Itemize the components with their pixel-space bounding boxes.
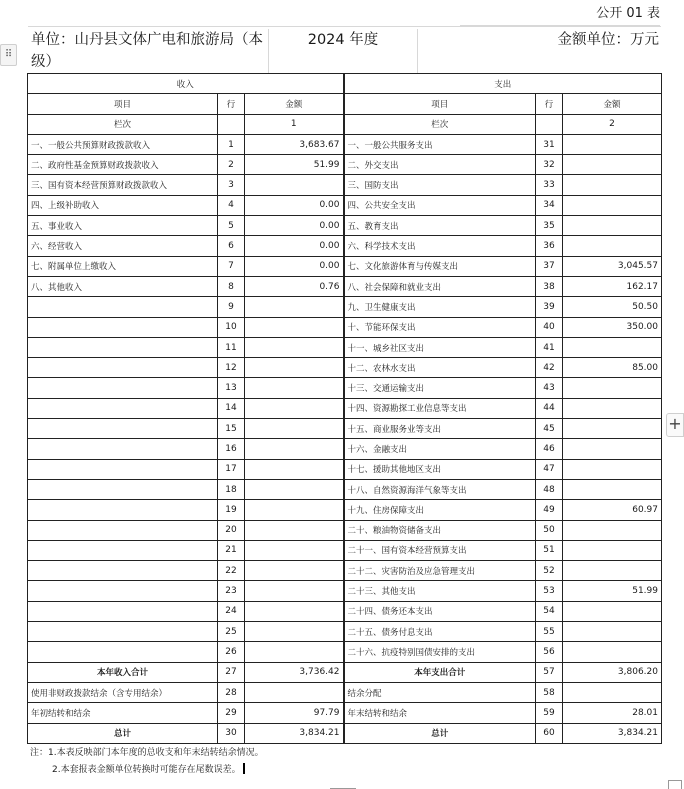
income-item: 二、政府性基金预算财政拨款收入 — [28, 155, 218, 175]
table-row — [28, 500, 662, 520]
income-item — [28, 520, 218, 540]
income-amount: 0.00 — [245, 236, 344, 256]
expense-row-no: 38 — [536, 276, 563, 296]
expense-amount — [563, 540, 662, 560]
table-drag-handle-icon[interactable]: ⠿ — [0, 44, 17, 66]
income-item — [28, 622, 218, 642]
income-item — [28, 297, 218, 317]
footnote-2 — [30, 762, 650, 779]
expense-amount — [563, 378, 662, 398]
table-row — [28, 236, 662, 256]
report-year: 2024 年度 — [268, 29, 418, 73]
income-row-no: 4 — [218, 195, 245, 215]
income-item: 五、事业收入 — [28, 216, 218, 236]
expense-item: 二十四、债务还本支出 — [344, 601, 536, 621]
expense-amount — [563, 398, 662, 418]
expense-amount — [563, 195, 662, 215]
expense-item: 六、科学技术支出 — [344, 236, 536, 256]
expense-row-no: 54 — [536, 601, 563, 621]
expense-amount: 28.01 — [563, 703, 662, 723]
expense-item: 三、国防支出 — [344, 175, 536, 195]
income-item — [28, 459, 218, 479]
expense-row-no: 49 — [536, 500, 563, 520]
expense-item: 年末结转和结余 — [344, 703, 536, 723]
income-amount: 0.00 — [245, 216, 344, 236]
expense-item: 十六、金融支出 — [344, 439, 536, 459]
income-row-no: 12 — [218, 358, 245, 378]
income-item — [28, 540, 218, 560]
table-row — [28, 216, 662, 236]
table-row — [28, 622, 662, 642]
income-item — [28, 317, 218, 337]
income-row-no: 18 — [218, 479, 245, 499]
expense-row-no: 33 — [536, 175, 563, 195]
table-row — [28, 337, 662, 357]
expense-row-no: 42 — [536, 358, 563, 378]
income-expense-table — [27, 73, 662, 744]
income-item: 四、上级补助收入 — [28, 195, 218, 215]
table-row — [28, 398, 662, 418]
expense-row-no: 36 — [536, 236, 563, 256]
expense-row-no: 40 — [536, 317, 563, 337]
expense-row-no: 46 — [536, 439, 563, 459]
summary-row — [28, 723, 662, 743]
expense-row-no: 45 — [536, 419, 563, 439]
footnotes — [30, 745, 650, 779]
expense-row-no: 51 — [536, 540, 563, 560]
expense-amount: 3,045.57 — [563, 256, 662, 276]
income-amount: 51.99 — [245, 155, 344, 175]
expense-amount: 51.99 — [563, 581, 662, 601]
expense-row-no: 43 — [536, 378, 563, 398]
expense-item: 一、一般公共服务支出 — [344, 134, 536, 154]
expense-amount: 60.97 — [563, 500, 662, 520]
table-row — [28, 459, 662, 479]
expense-row-no: 50 — [536, 520, 563, 540]
table-row — [28, 642, 662, 662]
table-row — [28, 378, 662, 398]
income-row-no: 7 — [218, 256, 245, 276]
income-amount: 0.76 — [245, 276, 344, 296]
income-item: 七、附属单位上缴收入 — [28, 256, 218, 276]
expense-item: 二十六、抗疫特别国债安排的支出 — [344, 642, 536, 662]
income-lanci-blank — [218, 114, 245, 134]
expense-item: 五、教育支出 — [344, 216, 536, 236]
expense-amount — [563, 337, 662, 357]
income-row-no: 19 — [218, 500, 245, 520]
expense-amount — [563, 479, 662, 499]
income-amount — [245, 540, 344, 560]
expense-row-no: 56 — [536, 642, 563, 662]
income-item-header: 项目 — [28, 94, 218, 114]
expense-amount: 162.17 — [563, 276, 662, 296]
expense-row-no: 59 — [536, 703, 563, 723]
expense-item: 十、节能环保支出 — [344, 317, 536, 337]
income-row-no: 24 — [218, 601, 245, 621]
expense-item: 总计 — [344, 723, 536, 743]
income-row-no: 16 — [218, 439, 245, 459]
expense-col-no: 2 — [563, 114, 662, 134]
income-amount — [245, 561, 344, 581]
income-amount: 3,736.42 — [245, 662, 344, 682]
footnote-1: 注：1.本表反映部门本年度的总收支和年末结转结余情况。 — [30, 748, 264, 758]
expense-amount: 350.00 — [563, 317, 662, 337]
income-amount — [245, 317, 344, 337]
income-item — [28, 581, 218, 601]
expense-amount — [563, 459, 662, 479]
table-row — [28, 479, 662, 499]
expense-item: 十五、商业服务业等支出 — [344, 419, 536, 439]
income-row-no: 27 — [218, 662, 245, 682]
income-item: 总计 — [28, 723, 218, 743]
income-amount — [245, 297, 344, 317]
income-row-header: 行 — [218, 94, 245, 114]
expense-item: 十四、资源勘探工业信息等支出 — [344, 398, 536, 418]
income-amount — [245, 337, 344, 357]
income-amount — [245, 439, 344, 459]
income-row-no: 6 — [218, 236, 245, 256]
income-row-no: 29 — [218, 703, 245, 723]
income-item — [28, 601, 218, 621]
expense-title: 支出 — [344, 74, 662, 94]
income-amount — [245, 642, 344, 662]
expense-item: 二十一、国有资本经营预算支出 — [344, 540, 536, 560]
expense-item: 十二、农林水支出 — [344, 358, 536, 378]
income-item: 年初结转和结余 — [28, 703, 218, 723]
expense-amount — [563, 236, 662, 256]
income-item: 使用非财政拨款结余（含专用结余） — [28, 682, 218, 702]
income-amount: 3,834.21 — [245, 723, 344, 743]
income-amount — [245, 479, 344, 499]
expense-item: 十一、城乡社区支出 — [344, 337, 536, 357]
expense-amount — [563, 682, 662, 702]
form-number: 公开 01 表 — [460, 3, 660, 26]
income-item: 八、其他收入 — [28, 276, 218, 296]
expense-row-no: 47 — [536, 459, 563, 479]
income-item — [28, 398, 218, 418]
expense-item-header: 项目 — [344, 94, 536, 114]
income-row-no: 15 — [218, 419, 245, 439]
income-row-no: 25 — [218, 622, 245, 642]
table-row — [28, 439, 662, 459]
income-row-no: 1 — [218, 134, 245, 154]
expense-amount-header: 金额 — [563, 94, 662, 114]
expense-amount — [563, 134, 662, 154]
income-amount — [245, 500, 344, 520]
section-title-row — [28, 74, 662, 94]
expense-item: 十七、援助其他地区支出 — [344, 459, 536, 479]
summary-row — [28, 703, 662, 723]
expense-item: 四、公共安全支出 — [344, 195, 536, 215]
income-item: 一、一般公共预算财政拨款收入 — [28, 134, 218, 154]
expense-item: 本年支出合计 — [344, 662, 536, 682]
expense-row-no: 52 — [536, 561, 563, 581]
expense-amount — [563, 216, 662, 236]
expense-item: 九、卫生健康支出 — [344, 297, 536, 317]
summary-row — [28, 682, 662, 702]
income-amount: 97.79 — [245, 703, 344, 723]
page-corner-icon — [668, 780, 682, 789]
table-row — [28, 520, 662, 540]
income-item — [28, 561, 218, 581]
table-row — [28, 601, 662, 621]
income-amount — [245, 601, 344, 621]
income-row-no: 20 — [218, 520, 245, 540]
summary-row — [28, 662, 662, 682]
income-item — [28, 479, 218, 499]
expense-amount — [563, 622, 662, 642]
income-row-no: 22 — [218, 561, 245, 581]
income-row-no: 17 — [218, 459, 245, 479]
expense-row-no: 31 — [536, 134, 563, 154]
income-row-no: 5 — [218, 216, 245, 236]
income-row-no: 30 — [218, 723, 245, 743]
expense-row-no: 41 — [536, 337, 563, 357]
text-cursor — [243, 763, 245, 774]
expense-amount — [563, 439, 662, 459]
income-row-no: 10 — [218, 317, 245, 337]
table-row — [28, 358, 662, 378]
footnote-2-text: 2.本套报表金额单位转换时可能存在尾数误差。 — [52, 765, 241, 775]
expense-lanci-label: 栏次 — [344, 114, 536, 134]
expense-row-no: 37 — [536, 256, 563, 276]
income-col-no: 1 — [245, 114, 344, 134]
table-row — [28, 134, 662, 154]
income-item — [28, 337, 218, 357]
expense-amount — [563, 520, 662, 540]
income-item — [28, 378, 218, 398]
expense-amount — [563, 561, 662, 581]
expense-row-no: 57 — [536, 662, 563, 682]
table-row — [28, 581, 662, 601]
income-lanci-label: 栏次 — [28, 114, 218, 134]
income-item — [28, 500, 218, 520]
income-row-no: 9 — [218, 297, 245, 317]
income-amount — [245, 398, 344, 418]
expense-row-no: 60 — [536, 723, 563, 743]
table-row — [28, 256, 662, 276]
expense-amount — [563, 175, 662, 195]
expense-item: 七、文化旅游体育与传媒支出 — [344, 256, 536, 276]
table-row — [28, 155, 662, 175]
expense-item: 十九、住房保障支出 — [344, 500, 536, 520]
income-row-no: 28 — [218, 682, 245, 702]
header-row — [28, 26, 661, 74]
income-amount — [245, 622, 344, 642]
expense-amount — [563, 419, 662, 439]
income-amount — [245, 358, 344, 378]
income-amount: 3,683.67 — [245, 134, 344, 154]
income-amount — [245, 378, 344, 398]
amount-unit: 金额单位：万元 — [557, 32, 659, 48]
expense-row-no: 35 — [536, 216, 563, 236]
table-row — [28, 419, 662, 439]
income-amount — [245, 175, 344, 195]
expense-item: 二十二、灾害防治及应急管理支出 — [344, 561, 536, 581]
expense-row-no: 39 — [536, 297, 563, 317]
expense-row-no: 32 — [536, 155, 563, 175]
expense-item: 结余分配 — [344, 682, 536, 702]
table-row — [28, 317, 662, 337]
table-row — [28, 276, 662, 296]
expense-amount — [563, 155, 662, 175]
expense-amount: 3,834.21 — [563, 723, 662, 743]
expense-amount: 50.50 — [563, 297, 662, 317]
expense-item: 二十五、债务付息支出 — [344, 622, 536, 642]
expense-amount: 3,806.20 — [563, 662, 662, 682]
expense-amount — [563, 642, 662, 662]
expense-row-no: 48 — [536, 479, 563, 499]
income-row-no: 2 — [218, 155, 245, 175]
income-amount — [245, 682, 344, 702]
table-row — [28, 195, 662, 215]
income-amount — [245, 581, 344, 601]
expense-lanci-blank — [536, 114, 563, 134]
expense-amount — [563, 601, 662, 621]
income-item — [28, 642, 218, 662]
income-row-no: 3 — [218, 175, 245, 195]
income-row-no: 11 — [218, 337, 245, 357]
income-item — [28, 419, 218, 439]
table-row — [28, 540, 662, 560]
income-row-no: 21 — [218, 540, 245, 560]
expense-amount: 85.00 — [563, 358, 662, 378]
income-row-no: 8 — [218, 276, 245, 296]
table-row — [28, 175, 662, 195]
income-item — [28, 358, 218, 378]
expense-row-no: 44 — [536, 398, 563, 418]
income-row-no: 13 — [218, 378, 245, 398]
income-item — [28, 439, 218, 459]
income-item: 本年收入合计 — [28, 662, 218, 682]
income-amount — [245, 419, 344, 439]
expense-item: 二十、粮油物资储备支出 — [344, 520, 536, 540]
column-number-row — [28, 114, 662, 134]
expense-item: 十三、交通运输支出 — [344, 378, 536, 398]
expense-row-no: 53 — [536, 581, 563, 601]
income-amount: 0.00 — [245, 195, 344, 215]
income-row-no: 26 — [218, 642, 245, 662]
income-item: 三、国有资本经营预算财政拨款收入 — [28, 175, 218, 195]
table-row — [28, 297, 662, 317]
expense-row-header: 行 — [536, 94, 563, 114]
unit-name: 单位：山丹县文体广电和旅游局（本级） — [31, 32, 263, 70]
income-title: 收入 — [28, 74, 344, 94]
income-item: 六、经营收入 — [28, 236, 218, 256]
income-amount: 0.00 — [245, 256, 344, 276]
income-amount — [245, 520, 344, 540]
expense-item: 十八、自然资源海洋气象等支出 — [344, 479, 536, 499]
column-header-row — [28, 94, 662, 114]
expense-row-no: 58 — [536, 682, 563, 702]
income-amount — [245, 459, 344, 479]
expense-row-no: 34 — [536, 195, 563, 215]
income-amount-header: 金额 — [245, 94, 344, 114]
expense-item: 二、外交支出 — [344, 155, 536, 175]
expense-item: 二十三、其他支出 — [344, 581, 536, 601]
table-row — [28, 561, 662, 581]
income-row-no: 14 — [218, 398, 245, 418]
income-row-no: 23 — [218, 581, 245, 601]
expense-item: 八、社会保障和就业支出 — [344, 276, 536, 296]
add-icon[interactable]: + — [666, 413, 684, 437]
expense-row-no: 55 — [536, 622, 563, 642]
